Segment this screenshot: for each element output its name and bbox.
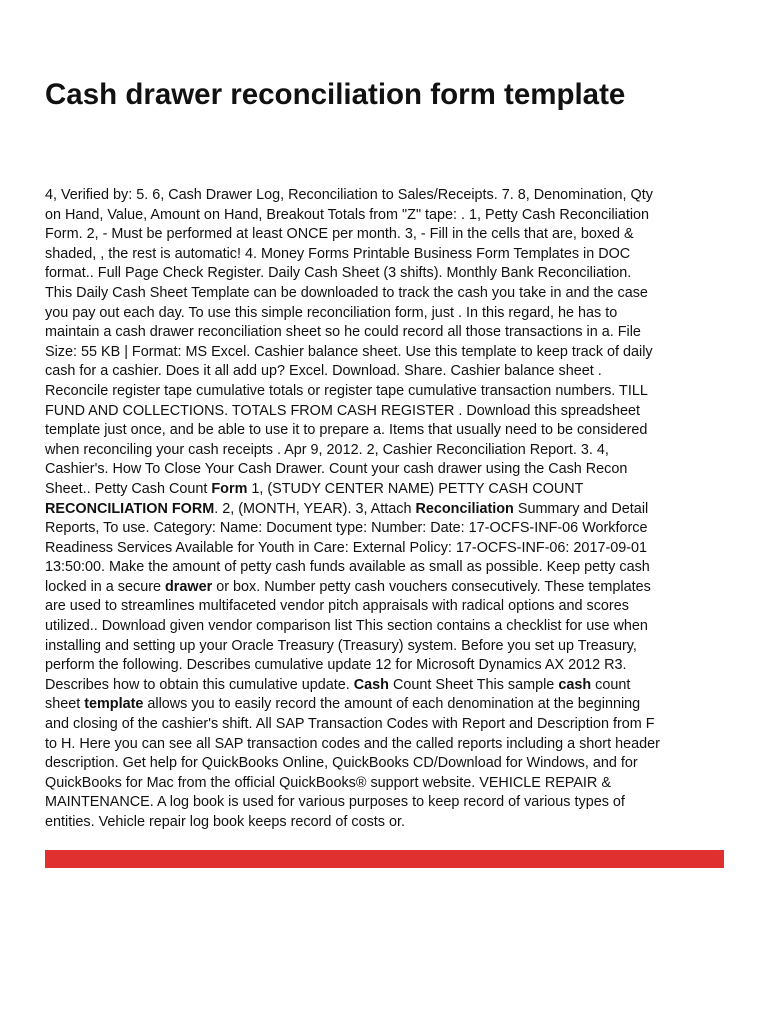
body-text-run: are used to streamlines multifaceted vendor pitch appraisals with radical options and scores — [45, 598, 629, 615]
body-line — [45, 284, 735, 304]
body-line — [45, 715, 735, 735]
bold-keyword: RECONCILIATION FORM — [45, 500, 215, 517]
body-line — [45, 304, 735, 324]
body-text-run: on Hand, Value, Amount on Hand, Breakout Totals from "Z" tape: . 1, Petty Cash Reconciliation — [45, 206, 650, 223]
body-line — [45, 186, 735, 206]
body-text-run: cash for a cashier. Does it all add up? Excel. Download. Share. Cashier balance sheet . — [45, 363, 602, 380]
body-text-run: and closing of the cashier's shift. All SAP Transaction Codes with Report and Description from F — [45, 716, 655, 733]
body-line — [45, 617, 735, 637]
body-line — [45, 735, 735, 755]
body-text-run: QuickBooks for Mac from the official QuickBooks® support website. VEHICLE REPAIR & — [45, 774, 611, 791]
body-line — [45, 343, 735, 363]
body-text-run: Size: 55 KB | Format: MS Excel. Cashier balance sheet. Use this template to keep track of daily — [45, 343, 653, 360]
body-line — [45, 578, 735, 598]
body-text-run: Reconcile register tape cumulative totals or register tape cumulative transaction numbers. TILL — [45, 382, 648, 399]
body-text-run: MAINTENANCE. A log book is used for various purposes to keep record of various types of — [45, 794, 625, 811]
body-line — [45, 519, 735, 539]
body-text-run: format.. Full Page Check Register. Daily Cash Sheet (3 shifts). Monthly Bank Reconciliation. — [45, 265, 632, 282]
body-line — [45, 793, 735, 813]
body-text-run: shaded, , the rest is automatic! 4. Money Forms Printable Business Form Templates in DOC — [45, 245, 631, 262]
body-text-run: utilized.. Download given vendor comparison list This section contains a checklist for use when — [45, 618, 648, 635]
body-line — [45, 774, 735, 794]
page-title: Cash drawer reconciliation form template — [45, 78, 626, 111]
body-line — [45, 441, 735, 461]
body-text-run: . 2, (MONTH, YEAR). 3, Attach — [214, 500, 416, 517]
body-line — [45, 421, 735, 441]
red-divider-bar — [45, 850, 724, 868]
bold-keyword: cash — [558, 676, 592, 693]
body-line — [45, 597, 735, 617]
body-text-run: count — [591, 676, 631, 693]
body-text-run: Sheet.. Petty Cash Count — [45, 480, 212, 497]
body-text-run: entities. Vehicle repair log book keeps record of costs or. — [45, 814, 405, 830]
body-paragraph — [45, 186, 735, 833]
bold-keyword: Cash — [353, 676, 389, 693]
body-line — [45, 206, 735, 226]
body-line — [45, 558, 735, 578]
body-text-run: Cashier's. How To Close Your Cash Drawer. Count your cash drawer using the Cash Recon — [45, 461, 628, 478]
body-text-run: locked in a secure — [45, 578, 165, 595]
body-line — [45, 813, 735, 833]
body-text-run: Reports, To use. Category: Name: Document type: Number: Date: 17-OCFS-INF-06 Workforce — [45, 520, 648, 537]
bold-keyword: template — [84, 696, 144, 713]
body-text-run: when reconciling your cash receipts . Apr 9, 2012. 2, Cashier Reconciliation Report. 3. 4, — [45, 441, 609, 458]
bold-keyword: Reconciliation — [415, 500, 514, 517]
body-text-run: FUND AND COLLECTIONS. TOTALS FROM CASH REGISTER . Download this spreadsheet — [45, 402, 640, 419]
body-line — [45, 225, 735, 245]
body-line — [45, 382, 735, 402]
body-text-run: perform the following. Describes cumulative update 12 for Microsoft Dynamics AX 2012 R3. — [45, 657, 627, 674]
body-text-run: This Daily Cash Sheet Template can be downloaded to track the cash you take in and the case — [45, 284, 648, 301]
body-line — [45, 676, 735, 696]
bold-keyword: Form — [211, 480, 248, 497]
body-line — [45, 402, 735, 422]
body-line — [45, 656, 735, 676]
body-text-run: installing and setting up your Oracle Treasury (Treasury) system. Before you set up Treasury, — [45, 637, 637, 654]
body-text-run: allows you to easily record the amount of each denomination at the beginning — [143, 696, 641, 713]
body-text-run: Count Sheet This sample — [388, 676, 559, 693]
body-text-run: Summary and Detail — [513, 500, 649, 517]
body-text-run: to H. Here you can see all SAP transaction codes and the called reports including a short header — [45, 735, 660, 752]
body-line — [45, 323, 735, 343]
body-text-run: Describes how to obtain this cumulative update. — [45, 676, 354, 693]
body-text-run: or box. Number petty cash vouchers consecutively. These templates — [212, 578, 651, 595]
body-text-run: 1, (STUDY CENTER NAME) PETTY CASH COUNT — [247, 480, 584, 497]
body-text-run: maintain a cash drawer reconciliation sheet so he could record all those transactions in a. File — [45, 324, 641, 341]
body-line — [45, 480, 735, 500]
body-line — [45, 539, 735, 559]
body-line — [45, 637, 735, 657]
body-line — [45, 362, 735, 382]
body-text-run: you pay out each day. To use this simple reconciliation form, just . In this regard, he has to — [45, 304, 618, 321]
body-text-run: description. Get help for QuickBooks Online, QuickBooks CD/Download for Windows, and for — [45, 755, 638, 772]
body-line — [45, 460, 735, 480]
body-text-run: 4, Verified by: 5. 6, Cash Drawer Log, Reconciliation to Sales/Receipts. 7. 8, Denomination, Qty — [45, 187, 653, 203]
body-text-run: 13:50:00. Make the amount of petty cash funds available as small as possible. Keep petty cash — [45, 559, 650, 576]
body-line — [45, 754, 735, 774]
body-text-run: Readiness Services Available for Youth in Care: External Policy: 17-OCFS-INF-06: 2017-09-01 — [45, 539, 648, 556]
body-line — [45, 500, 735, 520]
bold-keyword: drawer — [165, 578, 213, 595]
body-text-run: template just once, and be able to use it to prepare a. Items that usually need to be considered — [45, 422, 648, 439]
body-line — [45, 695, 735, 715]
body-line — [45, 245, 735, 265]
body-line — [45, 264, 735, 284]
body-text-run: Form. 2, - Must be performed at least ONCE per month. 3, - Fill in the cells that are, boxed & — [45, 226, 634, 243]
body-text-run: sheet — [45, 696, 85, 713]
